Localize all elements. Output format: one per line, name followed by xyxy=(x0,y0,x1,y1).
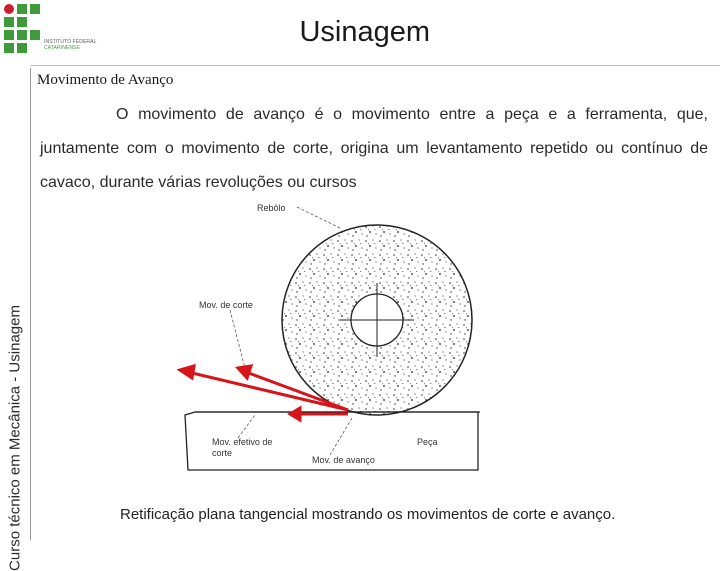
slide-subtitle: Movimento de Avanço xyxy=(37,72,174,88)
institute-name-line2: CATARINENSE xyxy=(44,45,80,51)
slide-header-title: Usinagem xyxy=(299,16,430,48)
label-mov-avanco: Mov. de avanço xyxy=(312,455,375,465)
label-peca: Peça xyxy=(417,437,438,447)
label-mov-efetivo: Mov. efetivo de corte xyxy=(212,437,273,458)
leader-mov-efetivo xyxy=(238,415,255,438)
figure-caption: Retificação plana tangencial mostrando os movimentos de corte e avanço. xyxy=(120,506,616,523)
label-rebolo: Rebôlo xyxy=(257,203,286,213)
leader-mov-avanco xyxy=(330,418,352,455)
sidebar-course-label: Curso técnico em Mecânica - Usinagem xyxy=(6,305,24,571)
slide-paragraph: O movimento de avanço é o movimento entre a peça e a ferramenta, que, juntamente com o movimento de corte, origina um levantamento repetido ou contínuo de cavaco, durante várias revoluções ou cursos xyxy=(40,106,708,191)
label-mov-corte: Mov. de corte xyxy=(199,300,253,310)
institute-name-line1: INSTITUTO FEDERAL xyxy=(44,39,97,45)
leader-rebolo xyxy=(297,207,340,228)
